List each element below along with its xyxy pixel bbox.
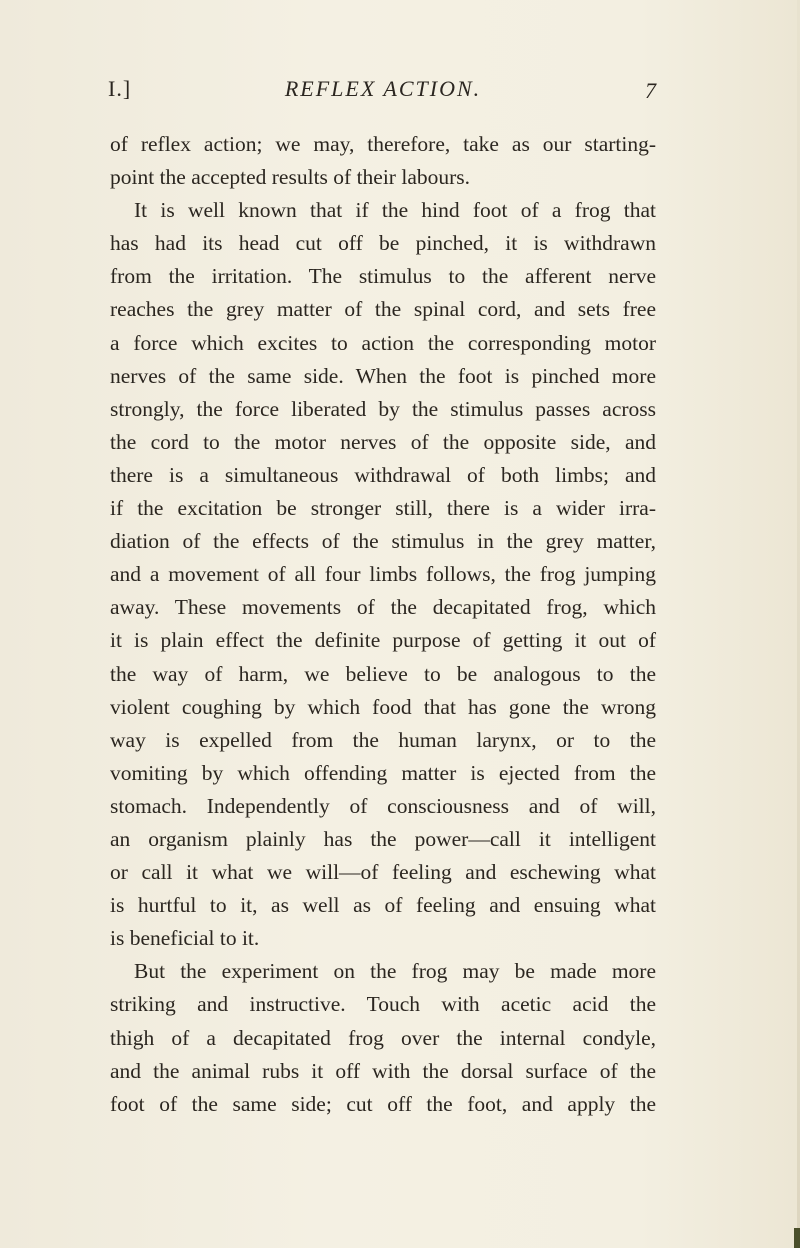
text-line: diation of the effects of the stimulus in the grey matter, [110, 529, 656, 554]
text-line: is hurtful to it, as well as of feeling and ensuing what [110, 893, 656, 918]
text-line: or call it what we will—of feeling and eschewing what [110, 860, 656, 885]
text-line: it is plain effect the definite purpose of getting it out of [110, 628, 656, 653]
text-line: foot of the same side; cut off the foot, and apply the [110, 1091, 656, 1116]
text-line: point the accepted results of their labours. [110, 165, 471, 190]
text-line: reaches the grey matter of the spinal cord, and sets free [110, 297, 656, 322]
body-text [110, 128, 656, 1121]
text-line: of reflex action; we may, therefore, take as our starting- [110, 132, 656, 156]
chapter-number: I.] [108, 76, 132, 101]
text-line: the cord to the motor nerves of the opposite side, and [110, 429, 656, 454]
running-header [108, 76, 656, 106]
text-line: thigh of a decapitated frog over the internal condyle, [110, 1025, 656, 1050]
text-line: nerves of the same side. When the foot is pinched more [110, 363, 656, 388]
text-line: from the irritation. The stimulus to the afferent nerve [110, 264, 656, 289]
running-title: REFLEX ACTION. [284, 76, 482, 101]
text-line: violent coughing by which food that has gone the wrong [110, 694, 656, 719]
text-line: a force which excites to action the corresponding motor [110, 330, 656, 355]
text-line: there is a simultaneous withdrawal of both limbs; and [110, 462, 656, 487]
text-line: is beneficial to it. [110, 926, 260, 951]
text-line: stomach. Independently of consciousness and of will, [110, 793, 656, 818]
text-line: an organism plainly has the power—call it intelligent [110, 826, 656, 851]
text-line: But the experiment on the frog may be made more [134, 959, 656, 984]
page-number: 7 [645, 78, 656, 103]
page-edge-mark [794, 1228, 800, 1248]
text-line: away. These movements of the decapitated frog, which [110, 595, 656, 620]
text-line: striking and instructive. Touch with acetic acid the [110, 992, 656, 1017]
text-line: strongly, the force liberated by the stimulus passes across [110, 396, 656, 421]
text-line: It is well known that if the hind foot of a frog that [134, 198, 656, 223]
text-line: if the excitation be stronger still, there is a wider irra- [110, 496, 656, 521]
text-line: vomiting by which offending matter is ejected from the [110, 760, 656, 785]
text-line: way is expelled from the human larynx, or to the [110, 727, 656, 752]
text-line: and the animal rubs it off with the dorsal surface of the [110, 1058, 656, 1083]
text-line: has had its head cut off be pinched, it is withdrawn [110, 231, 656, 256]
text-line: and a movement of all four limbs follows, the frog jumping [110, 562, 656, 587]
text-line: the way of harm, we believe to be analogous to the [110, 661, 656, 686]
